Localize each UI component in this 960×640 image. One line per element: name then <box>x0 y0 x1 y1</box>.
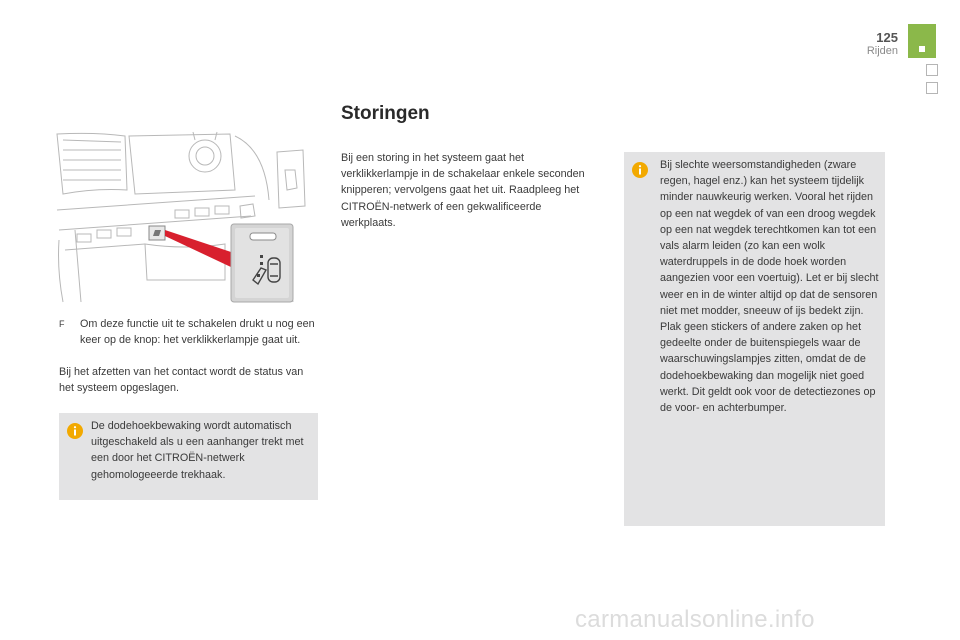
page-number: 125 <box>876 30 898 45</box>
chapter-tab-active[interactable] <box>908 24 936 58</box>
chapter-tab-empty-1[interactable] <box>926 64 938 76</box>
chapter-tab-empty-2[interactable] <box>926 82 938 94</box>
tab-marker-icon <box>919 46 925 52</box>
info-box-weather-text: Bij slechte weersomstandigheden (zware regen, hagel enz.) kan het systeem tijdelijk minder nauwkeurig werken. Vooral het rijden op een nat wegdek of van een droog wegdek op een nat wegdek terechtkomen kan tot een vals alarm leiden (zo kan een wolk waterdruppels in de dode hoek worden aangezien voor een voertuig). Let er bij slecht weer en in de winter altijd op dat de sensoren niet met modder, sneeuw of ijs bedekt zijn. Plak geen stickers of andere zaken op het gedeelte onder de buitenspiegels waar de waarschuwingslampjes zitten, omdat de de dodehoekbewaking dan mogelijk niet goed werkt. Dit geldt ook voor de detectiezones op de voor- en achterbumper. <box>660 159 879 415</box>
info-icon <box>632 162 648 178</box>
step-bullet: F <box>59 319 65 329</box>
info-box-trailer-text: De dodehoekbewaking wordt automatisch uitgeschakeld als u een aanhanger trekt met een door het CITROËN-netwerk gehomologeeerde trekhaak. <box>91 420 304 481</box>
dashboard-switch-illustration <box>55 130 319 306</box>
info-box-weather <box>624 152 885 526</box>
info-box-trailer <box>59 413 318 500</box>
chapter-title: Rijden <box>866 45 898 57</box>
step-text: Om deze functie uit te schakelen drukt u nog een keer op de knop: het verklikkerlampje gaat uit. <box>80 318 315 347</box>
watermark: carmanualsonline.info <box>575 606 815 633</box>
info-icon <box>67 423 83 439</box>
section-title: Storingen <box>341 103 430 124</box>
malfunction-text: Bij een storing in het systeem gaat het verklikkerlampje in de schakelaar enkele seconden knipperen; vervolgens gaat het uit. Raadpleeg het CITROËN-netwerk of een gekwalificeerde werkplaats. <box>341 152 585 229</box>
instruction-step <box>59 316 319 348</box>
status-note: Bij het afzetten van het contact wordt de status van het systeem opgeslagen. <box>59 366 304 395</box>
